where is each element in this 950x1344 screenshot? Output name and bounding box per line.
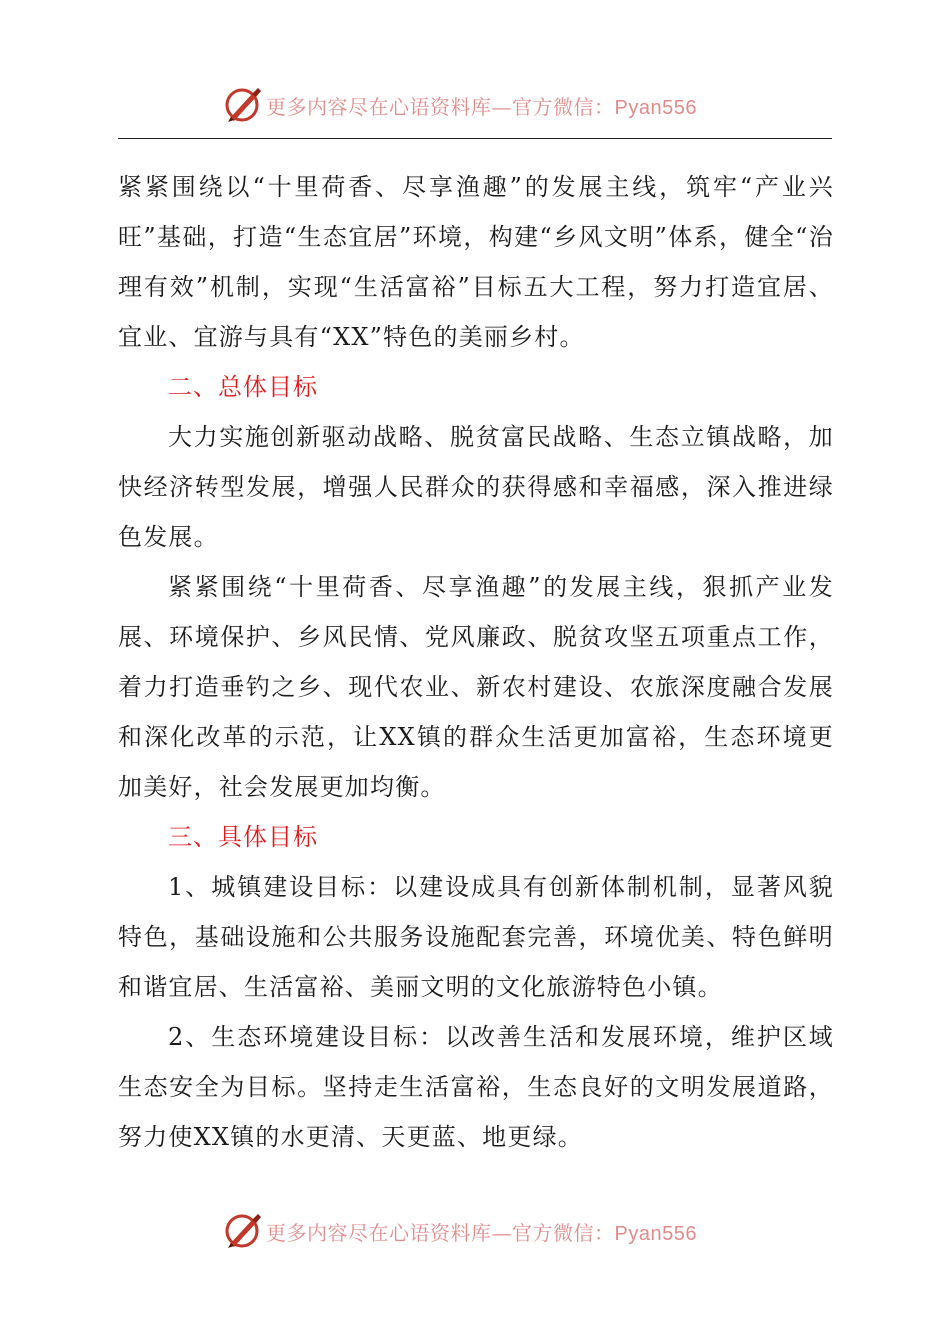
watermark-text bbox=[266, 1217, 697, 1246]
paragraph-overall-work: 紧紧围绕“十里荷香、尽享渔趣”的发展主线，狠抓产业发展、环境保护、乡风民情、党风廉政、脱贫攻坚五项重点工作，着力打造垂钓之乡、现代农业、新农村建设、农旅深度融合发展和深化改革的示范，让XX镇的群众生活更加富裕，生态环境更加美好，社会发展更加均衡。 bbox=[118, 573, 834, 801]
paragraph-intro: 紧紧围绕以“十里荷香、尽享渔趣”的发展主线，筑牢“产业兴旺”基础，打造“生态宜居”环境，构建“乡风文明”体系，健全“治理有效”机制，实现“生活富裕”目标五大工程，努力打造宜居、宜业、宜游与具有“XX”特色的美丽乡村。 bbox=[118, 173, 834, 351]
watermark-wechat-label: 官方微信： bbox=[512, 1221, 615, 1245]
watermark-wechat-label: 官方微信： bbox=[512, 95, 615, 119]
watermark-site-name: 更多内容尽在心语资料库 bbox=[266, 95, 492, 119]
header-watermark bbox=[0, 84, 950, 128]
document-body bbox=[118, 162, 834, 1162]
paragraph-town-construction-goal: 1、城镇建设目标：以建设成具有创新体制机制，显著风貌特色，基础设施和公共服务设施配套完善，环境优美、特色鲜明和谐宜居、生活富裕、美丽文明的文化旅游特色小镇。 bbox=[118, 873, 834, 1001]
footer-watermark bbox=[0, 1210, 950, 1254]
section-heading-overall-goals: 二、总体目标 bbox=[168, 373, 318, 401]
watermark-site-name: 更多内容尽在心语资料库 bbox=[266, 1221, 492, 1245]
watermark-wechat-id: Pyan556 bbox=[614, 1223, 697, 1245]
section-heading-specific-goals: 三、具体目标 bbox=[168, 823, 318, 851]
watermark-dash: — bbox=[491, 1221, 512, 1245]
watermark-text bbox=[266, 91, 697, 120]
paragraph-eco-environment-goal: 2、生态环境建设目标：以改善生活和发展环境，维护区域生态安全为目标。坚持走生活富裕，生态良好的文明发展道路，努力使XX镇的水更清、天更蓝、地更绿。 bbox=[118, 1023, 834, 1151]
watermark-wechat-id: Pyan556 bbox=[614, 97, 697, 119]
paragraph-overall-strategy: 大力实施创新驱动战略、脱贫富民战略、生态立镇战略，加快经济转型发展，增强人民群众的获得感和幸福感，深入推进绿色发展。 bbox=[118, 423, 834, 551]
header-divider bbox=[118, 138, 832, 139]
watermark-dash: — bbox=[491, 95, 512, 119]
pen-circle-logo-icon bbox=[222, 84, 264, 126]
pen-circle-logo-icon bbox=[222, 1210, 264, 1252]
